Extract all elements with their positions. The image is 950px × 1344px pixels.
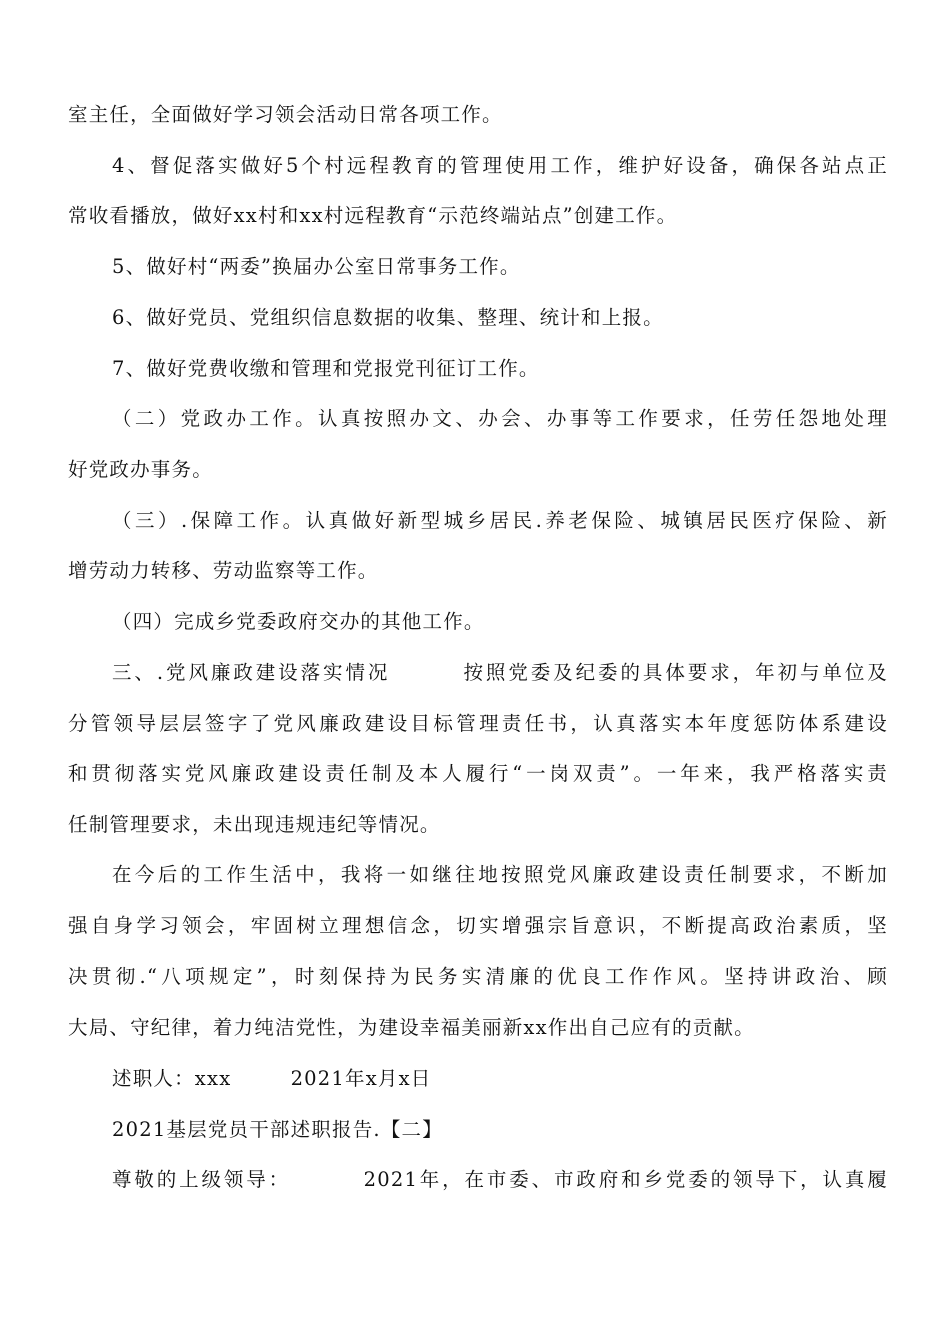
- paragraph-line: 三、.党风廉政建设落实情况 按照党委及纪委的具体要求，年初与单位及: [112, 661, 888, 684]
- paragraph-line: 室主任，全面做好学习领会活动日常各项工作。: [68, 103, 503, 126]
- paragraph-line: 尊敬的上级领导： 2021年，在市委、市政府和乡党委的领导下，认真履: [112, 1168, 888, 1191]
- paragraph-line: （三）.保障工作。认真做好新型城乡居民.养老保险、城镇居民医疗保险、新: [112, 509, 888, 532]
- paragraph-line: 增劳动力转移、劳动监察等工作。: [68, 559, 379, 582]
- paragraph-line: （四）完成乡党委政府交办的其他工作。: [112, 610, 485, 633]
- paragraph-line: （二）党政办工作。认真按照办文、办会、办事等工作要求，任劳任怨地处理: [112, 407, 888, 430]
- paragraph-line: 大局、守纪律，着力纯洁党性，为建设幸福美丽新xx作出自己应有的贡献。: [68, 1016, 755, 1039]
- paragraph-line: 5、做好村“两委”换届办公室日常事务工作。: [112, 255, 521, 278]
- paragraph-line: 在今后的工作生活中，我将一如继往地按照党风廉政建设责任制要求，不断加: [112, 863, 888, 886]
- paragraph-line: 和贯彻落实党风廉政建设责任制及本人履行“一岗双责”。一年来，我严格落实责: [68, 762, 888, 785]
- paragraph-line: 7、做好党费收缴和管理和党报党刊征订工作。: [112, 357, 540, 380]
- signature-line: 述职人：xxx 2021年x月x日: [112, 1067, 432, 1090]
- paragraph-line: 决贯彻.“八项规定”，时刻保持为民务实清廉的优良工作作风。坚持讲政治、顾: [68, 965, 888, 988]
- paragraph-line: 任制管理要求，未出现违规违纪等情况。: [68, 813, 441, 836]
- paragraph-line: 4、督促落实做好5个村远程教育的管理使用工作，维护好设备，确保各站点正: [112, 154, 888, 177]
- paragraph-line: 强自身学习领会，牢固树立理想信念，切实增强宗旨意识，不断提高政治素质，坚: [68, 914, 888, 937]
- paragraph-line: 分管领导层层签字了党风廉政建设目标管理责任书，认真落实本年度惩防体系建设: [68, 712, 888, 735]
- paragraph-line: 6、做好党员、党组织信息数据的收集、整理、统计和上报。: [112, 306, 664, 329]
- paragraph-line: 常收看播放，做好xx村和xx村远程教育“示范终端站点”创建工作。: [68, 204, 678, 227]
- paragraph-line: 好党政办事务。: [68, 458, 213, 481]
- section-heading: 2021基层党员干部述职报告.【二】: [112, 1118, 443, 1141]
